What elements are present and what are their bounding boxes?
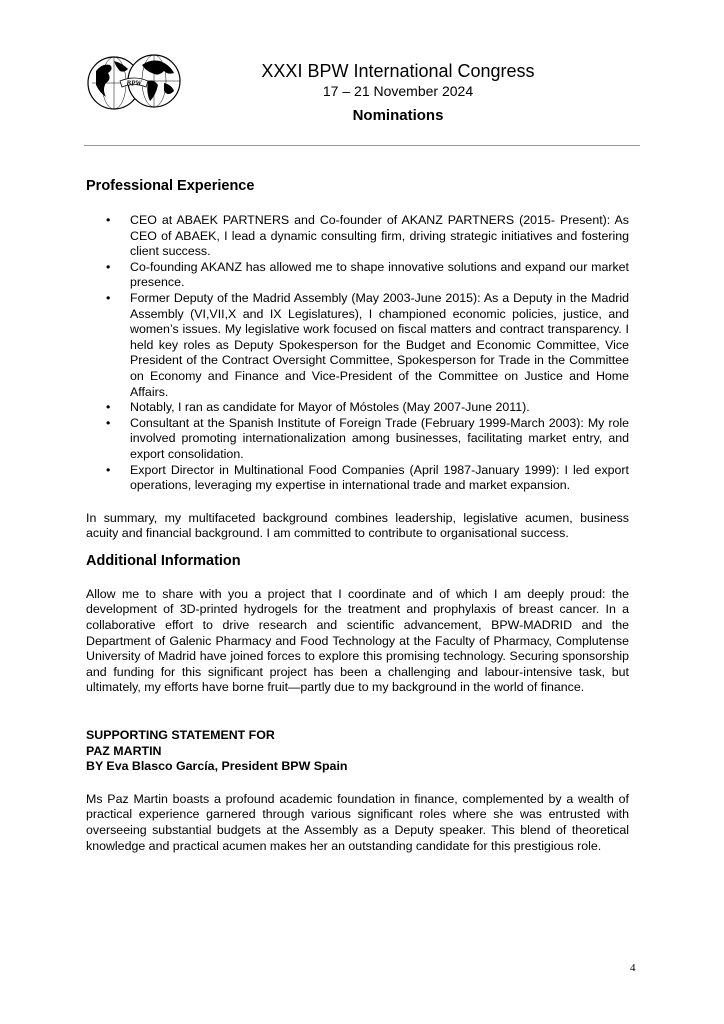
- supporting-statement-heading: SUPPORTING STATEMENT FOR: [86, 728, 275, 743]
- header-divider: [84, 145, 640, 146]
- summary-paragraph: In summary, my multifaceted background combines leadership, legislative acumen, business acuity and financial background. I am committed to contribute to organisational success.: [86, 510, 629, 541]
- page-number: 4: [630, 962, 636, 974]
- page-subtitle: Nominations: [352, 107, 444, 124]
- list-item: • Export Director in Multinational Food Companies (April 1987-January 1999): I led export operations, leveraging my expertise in international trade and market expansion.: [106, 462, 629, 493]
- logo-text: BPW: [126, 79, 142, 88]
- list-item: • Consultant at the Spanish Institute of Foreign Trade (February 1999-March 2003): My role involved promoting internationalization among businesses, facilitating market entry, and export consolidation.: [106, 415, 629, 461]
- nominee-name: PAZ MARTIN: [86, 743, 162, 758]
- bpw-globe-logo: [84, 53, 184, 111]
- congress-dates: 17 – 21 November 2024: [322, 83, 474, 99]
- list-item: • Notably, I ran as candidate for Mayor of Móstoles (May 2007-June 2011).: [106, 400, 530, 415]
- statement-author: BY Eva Blasco García, President BPW Spain: [86, 759, 348, 774]
- supporting-statement-paragraph: Ms Paz Martin boasts a profound academic foundation in finance, complemented by a wealth of practical experience garnered through various significant roles where she was entrusted with overseeing substantial budgets at the Assembly as a Deputy speaker. This blend of theoretical knowledge and practical acumen makes her an outstanding candidate for this prestigious role.: [86, 791, 629, 853]
- list-item: • Co-founding AKANZ has allowed me to shape innovative solutions and expand our market presence.: [106, 259, 629, 290]
- additional-information-heading: Additional Information: [86, 552, 241, 569]
- additional-information-paragraph: Allow me to share with you a project that I coordinate and of which I am deeply proud: the development of 3D-printed hydrogels for the treatment and prophylaxis of breast cancer. In a collaborative effort to drive research and scientific advancement, BPW-MADRID and the Department of Galenic Pharmacy and Food Technology at the Faculty of Pharmacy, Complutense University of Madrid have joined forces to explore this promising technology. Securing sponsorship and funding for this significant project has been a challenging and labour-intensive task, but ultimately, my efforts have borne fruit—partly due to my background in the world of finance.: [86, 586, 629, 695]
- list-item: • Former Deputy of the Madrid Assembly (May 2003-June 2015): As a Deputy in the Madrid Assembly (VI,VII,X and IX Legislatures), I championed economic policies, justice, and women’s issues. My legislative work focused on fiscal matters and contract transparency. I held key roles as Deputy Spokesperson for the Budget and Economic Committee, Vice President of the Contract Oversight Committee, Spokesperson for Trade in the Committee on Economy and Finance and Vice-President of the Committee on Justice and Home Affairs.: [106, 290, 629, 399]
- experience-list: [86, 213, 629, 494]
- list-item: • CEO at ABAEK PARTNERS and Co-founder of AKANZ PARTNERS (2015- Present): As CEO of ABAEK, I lead a dynamic consulting firm, driving strategic initiatives and fostering client success.: [106, 213, 629, 259]
- congress-title: XXXI BPW International Congress: [261, 61, 535, 81]
- professional-experience-heading: Professional Experience: [86, 178, 255, 194]
- document-body: [86, 177, 629, 854]
